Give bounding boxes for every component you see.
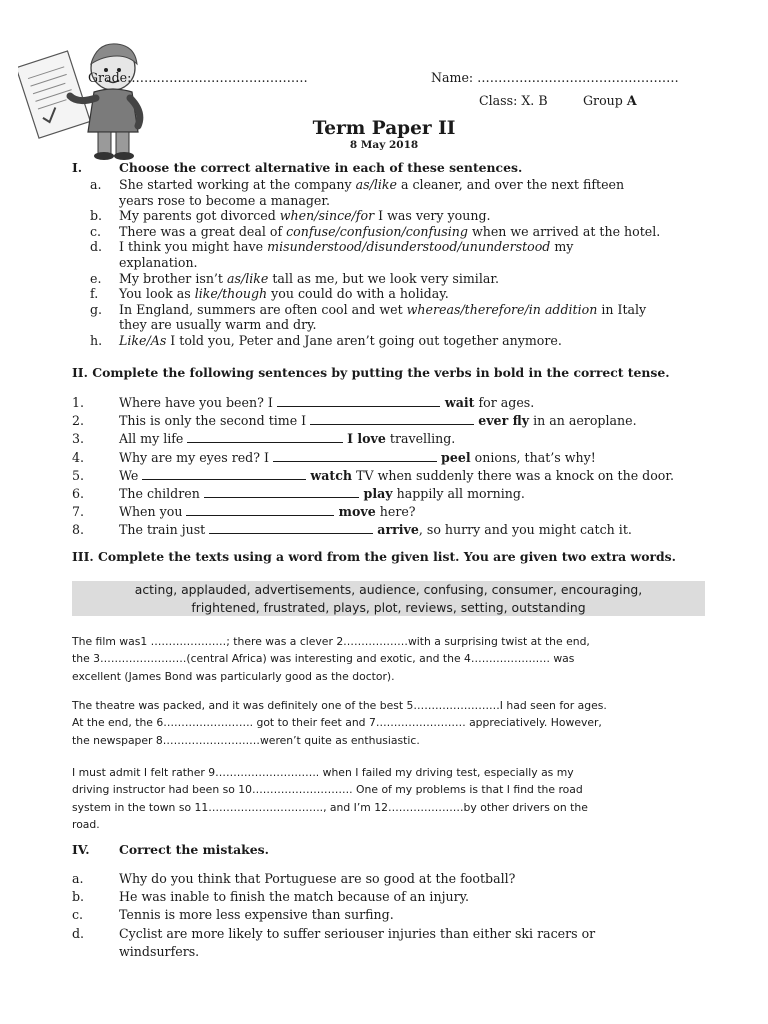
- question-number: 7.: [72, 504, 85, 520]
- sentence-fragment: I think you might have: [119, 239, 268, 255]
- answer-options: whereas/therefore/in addition: [406, 301, 598, 317]
- sentence-fragment: My parents got divorced: [119, 208, 280, 224]
- question-text: [119, 333, 562, 348]
- sentence-end: onions, that’s why!: [470, 449, 596, 465]
- question-number: 4.: [72, 449, 85, 465]
- sentence-start: The children: [119, 486, 204, 501]
- sentence-end: in an aeroplane.: [529, 413, 637, 429]
- sentence-start: Why are my eyes red? I: [119, 449, 273, 465]
- question-label: d.: [90, 239, 103, 255]
- question-text: [119, 239, 573, 254]
- section-3-heading: III. Complete the texts using a word from the given list. You are given two extra words.: [72, 549, 676, 564]
- question-text: [119, 317, 317, 332]
- question-number: 5.: [72, 467, 85, 483]
- question-label: b.: [72, 889, 85, 905]
- verb-in-bold: wait: [440, 395, 475, 410]
- sentence-fragment: when we arrived at the hotel.: [467, 223, 661, 239]
- sentence-end: , so hurry and you might catch it.: [418, 522, 632, 538]
- group-label: Group A: [583, 93, 637, 108]
- answer-options: confuse/confusion/confusing: [286, 223, 468, 239]
- question-text: [119, 255, 198, 270]
- group-letter: A: [626, 93, 637, 108]
- verb-in-bold: ever fly: [473, 413, 530, 429]
- sentence-start: Where have you been? I: [119, 395, 277, 410]
- question-number: 1.: [72, 395, 85, 410]
- question-text: [119, 395, 534, 410]
- section-4-number: IV.: [72, 842, 90, 857]
- sentence-fragment: in Italy: [597, 301, 647, 317]
- sentence-start: The train just: [119, 522, 210, 538]
- question-number: 8.: [72, 522, 85, 538]
- answer-options: as/like: [355, 177, 397, 192]
- question-label: c.: [90, 223, 102, 239]
- sentence-start: When you: [119, 504, 187, 520]
- verb-in-bold: arrive: [372, 522, 419, 538]
- verb-in-bold: watch: [306, 467, 353, 483]
- question-text: [119, 468, 674, 483]
- paragraph-line: The theatre was packed, and it was definitely one of the best 5……………………I had seen for ages.: [72, 699, 607, 712]
- answer-blank: [273, 450, 437, 462]
- question-label: g.: [90, 301, 103, 317]
- answer-options: misunderstood/disunderstood/ununderstood: [267, 239, 551, 255]
- section-2-heading: II. Complete the following sentences by putting the verbs in bold in the correct tense.: [72, 365, 670, 380]
- paragraph-line: the 3……………………(central Africa) was interesting and exotic, and the 4…………………. was: [72, 652, 575, 666]
- sentence-end: TV when suddenly there was a knock on the door.: [352, 467, 675, 483]
- verb-in-bold: I love: [342, 431, 386, 447]
- sentence-fragment: There was a great deal of: [119, 223, 287, 239]
- word-list-line: acting, applauded, advertisements, audience, confusing, consumer, encouraging,: [134, 582, 643, 597]
- question-number: 6.: [72, 486, 85, 501]
- paragraph-line: At the end, the 6……………………. got to their feet and 7……………………. appreciatively. However,: [72, 716, 602, 730]
- question-label: a.: [90, 177, 102, 192]
- sentence-fragment: explanation.: [119, 255, 198, 270]
- question-label: h.: [90, 333, 103, 348]
- sentence-end: travelling.: [385, 431, 456, 447]
- paragraph-line: road.: [72, 818, 100, 832]
- question-text: [119, 450, 596, 465]
- question-text: [119, 271, 499, 286]
- sentence-start: We: [119, 467, 143, 483]
- section-4-heading: Correct the mistakes.: [119, 842, 269, 857]
- sentence-end: here?: [375, 504, 416, 520]
- grade-field: Grade:……………………………………: [88, 70, 308, 85]
- question-label: f.: [90, 286, 99, 302]
- answer-options: like/though: [194, 286, 268, 302]
- sentence-fragment: tall as me, but we look very similar.: [268, 270, 500, 286]
- sentence-fragment: my: [550, 239, 574, 255]
- paragraph-line: excellent (James Bond was particularly good as the doctor).: [72, 669, 395, 683]
- answer-blank: [187, 431, 342, 443]
- class-label: Class: X. B: [479, 93, 548, 108]
- verb-in-bold: peel: [436, 449, 471, 465]
- question-label: c.: [72, 907, 84, 923]
- question-number: 3.: [72, 431, 85, 447]
- verb-in-bold: move: [334, 504, 376, 520]
- answer-options: when/since/for: [279, 208, 375, 224]
- sentence-fragment: My brother isn’t: [119, 270, 227, 286]
- question-label: d.: [72, 925, 85, 941]
- name-field: Name: …………………………………………: [431, 70, 679, 85]
- sentence-fragment: they are usually warm and dry.: [119, 317, 317, 333]
- sentence-fragment: years rose to become a manager.: [119, 192, 331, 208]
- question-text: [119, 286, 449, 301]
- sentence-end: for ages.: [474, 395, 535, 410]
- answer-blank: [142, 468, 306, 480]
- question-text: [119, 504, 416, 519]
- question-text: [119, 208, 491, 223]
- question-text: windsurfers.: [119, 943, 200, 959]
- question-text: Cyclist are more likely to suffer seriouser injuries than either ski racers or: [119, 925, 596, 941]
- question-text: [119, 302, 646, 317]
- answer-blank: [310, 413, 474, 425]
- question-text: Tennis is more less expensive than surfing.: [119, 907, 394, 923]
- answer-options: Like/As: [119, 333, 167, 348]
- answer-blank: [277, 395, 441, 407]
- page-title: Term Paper II: [312, 118, 456, 139]
- sentence-start: This is only the second time I: [119, 413, 311, 429]
- answer-blank: [209, 522, 373, 534]
- paragraph-line: driving instructor had been so 10………………………. One of my problems is that I find the road: [72, 783, 583, 797]
- exam-date: 8 May 2018: [349, 139, 419, 151]
- question-text: [119, 193, 330, 208]
- question-label: b.: [90, 208, 103, 224]
- question-text: He was inable to finish the match because of an injury.: [119, 889, 470, 905]
- sentence-fragment: She started working at the company: [119, 177, 356, 192]
- question-label: e.: [90, 270, 102, 286]
- sentence-fragment: a cleaner, and over the next fifteen: [396, 177, 625, 192]
- answer-blank: [186, 504, 334, 516]
- question-text: Why do you think that Portuguese are so good at the football?: [119, 871, 516, 886]
- text-paragraph-1: [72, 633, 590, 685]
- question-text: [119, 486, 525, 501]
- sentence-fragment: In England, summers are often cool and wet: [119, 301, 407, 317]
- section-1-heading: Choose the correct alternative in each of these sentences.: [119, 160, 523, 175]
- question-text: [119, 413, 637, 428]
- section-1-number: I.: [72, 160, 83, 175]
- question-label: a.: [72, 871, 84, 886]
- word-list-box: [72, 581, 705, 616]
- question-text: [119, 224, 660, 239]
- sentence-fragment: I told you, Peter and Jane aren’t going out together anymore.: [166, 333, 562, 348]
- answer-blank: [204, 486, 359, 498]
- question-text: [119, 522, 632, 537]
- paragraph-line: I must admit I felt rather 9……………………….. when I failed my driving test, especially as my: [72, 766, 574, 779]
- sentence-fragment: I was very young.: [374, 208, 491, 224]
- sentence-end: happily all morning.: [392, 486, 525, 501]
- sentence-fragment: You look as: [119, 286, 195, 302]
- question-text: [119, 177, 624, 192]
- question-text: [119, 431, 455, 446]
- paragraph-line: The film was1 …………………; there was a clever 2………………with a surprising twist at the end,: [72, 635, 590, 648]
- verb-in-bold: play: [359, 486, 393, 501]
- sentence-fragment: you could do with a holiday.: [267, 286, 449, 302]
- word-list-line: frightened, frustrated, plays, plot, reviews, setting, outstanding: [191, 599, 586, 615]
- text-paragraph-3: [72, 764, 588, 834]
- question-number: 2.: [72, 413, 85, 429]
- paragraph-line: system in the town so 11………………………….., and I’m 12…………………by other drivers on the: [72, 800, 588, 814]
- text-paragraph-2: [72, 697, 607, 749]
- paragraph-line: the newspaper 8………………………weren’t quite as enthusiastic.: [72, 733, 420, 747]
- answer-options: as/like: [227, 270, 269, 286]
- sentence-start: All my life: [119, 431, 188, 447]
